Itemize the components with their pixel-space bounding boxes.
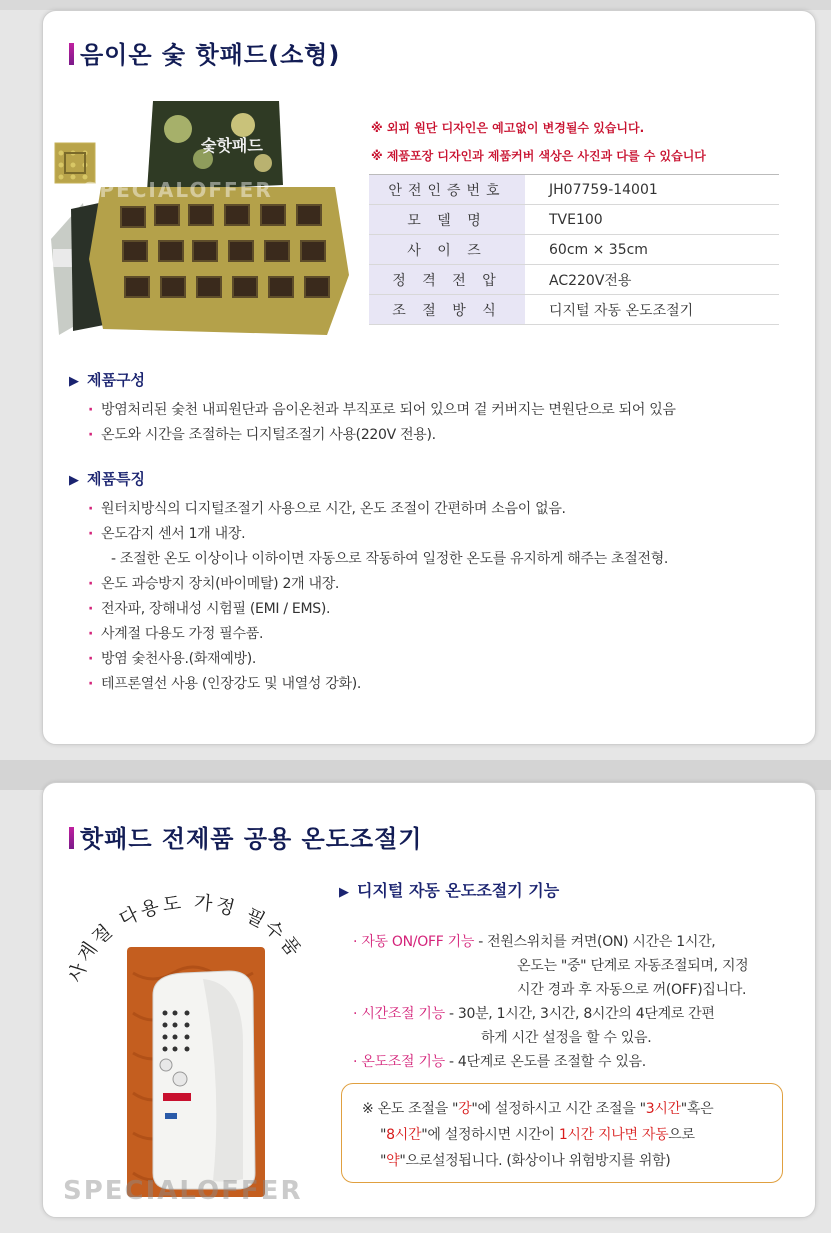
list-item: · 방염 숯천사용.(화재예방).: [88, 651, 257, 667]
title-bar-icon: [69, 827, 74, 849]
list-item: · 방염처리된 숯천 내피원단과 음이온천과 부직포로 되어 있으며 겉 커버지는 면원단으로 되어 있음: [88, 402, 676, 418]
composition-heading: ▶ 제품구성: [69, 371, 145, 389]
note-box: [341, 1083, 783, 1183]
bullet-icon: ·: [353, 934, 358, 950]
table-row: [369, 295, 779, 325]
list-subitem: - 조절한 온도 이상이나 이하이면 자동으로 작동하여 일정한 온도를 유지하게 해주는 초절전형.: [111, 551, 669, 567]
spec-key: 조 절 방 식: [369, 295, 525, 325]
spec-value: 디지털 자동 온도조절기: [525, 295, 779, 325]
bullet-icon: ·: [353, 1054, 358, 1070]
spec-value: 60cm × 35cm: [525, 235, 779, 265]
bullet-icon: ·: [88, 526, 94, 542]
function-heading: ▶ 디지털 자동 온도조절기 기능: [339, 881, 560, 900]
spec-table: [369, 174, 779, 325]
product-image: [43, 99, 359, 339]
section-title: 음이온 숯 핫패드(소형): [69, 35, 340, 70]
function-line: 온도는 "중" 단계로 자동조절되며, 지정: [517, 958, 749, 974]
spec-value: AC220V전용: [525, 265, 779, 295]
function-item: · 자동 ON/OFF 기능 - 전원스위치를 켜면(ON) 시간은 1시간,: [353, 934, 716, 950]
spec-value: JH07759-14001: [525, 175, 779, 205]
list-item: · 온도감지 센서 1개 내장.: [88, 526, 246, 542]
spec-key: 사 이 즈: [369, 235, 525, 265]
triangle-icon: ▶: [339, 885, 349, 900]
note-line-3: "약"으로설정됩니다. (화상이나 위험방지를 위함): [380, 1153, 671, 1169]
table-row: [369, 265, 779, 295]
bullet-icon: ·: [88, 676, 94, 692]
bullet-icon: ·: [88, 501, 94, 517]
triangle-icon: ▶: [69, 374, 79, 389]
bullet-icon: ·: [88, 576, 94, 592]
section-title: 핫패드 전제품 공용 온도조절기: [69, 819, 422, 854]
watermark: SPECIALOFFER: [63, 1176, 303, 1203]
features-heading: ▶ 제품특징: [69, 470, 145, 488]
bullet-icon: ·: [88, 427, 94, 443]
list-item: · 테프론열선 사용 (인장강도 및 내열성 강화).: [88, 676, 362, 692]
bullet-icon: ·: [88, 402, 94, 418]
list-item: · 온도와 시간을 조절하는 디지털조절기 사용(220V 전용).: [88, 427, 436, 443]
function-item: · 시간조절 기능 - 30분, 1시간, 3시간, 8시간의 4단계로 간편: [353, 1006, 715, 1022]
top-gray-band: [0, 0, 831, 10]
spec-key: 안전인증번호: [369, 175, 525, 205]
spec-key: 정 격 전 압: [369, 265, 525, 295]
list-item: · 사계절 다용도 가정 필수품.: [88, 626, 264, 642]
table-row: [369, 175, 779, 205]
list-item: · 온도 과승방지 장치(바이메탈) 2개 내장.: [88, 576, 340, 592]
list-item: · 전자파, 장해내성 시험필 (EMI / EMS).: [88, 601, 331, 617]
function-line: 시간 경과 후 자동으로 꺼(OFF)집니다.: [517, 982, 747, 998]
notice-line-2: ※ 제품포장 디자인과 제품커버 색상은 사진과 다를 수 있습니다: [371, 149, 706, 163]
spec-value: TVE100: [525, 205, 779, 235]
triangle-icon: ▶: [69, 473, 79, 488]
bullet-icon: ·: [88, 626, 94, 642]
note-line-1: ※ 온도 조절을 "강"에 설정하시고 시간 조절을 "3시간"혹은: [362, 1101, 714, 1117]
function-line: 하게 시간 설정을 할 수 있음.: [481, 1030, 652, 1046]
bullet-icon: ·: [88, 651, 94, 667]
spec-key: 모 델 명: [369, 205, 525, 235]
bullet-icon: ·: [88, 601, 94, 617]
watermark: SPECIALOFFER: [83, 178, 273, 202]
list-item: · 원터치방식의 디지털조절기 사용으로 시간, 온도 조절이 간편하며 소음이 없음.: [88, 501, 566, 517]
function-label: 온도조절 기능: [361, 1054, 445, 1070]
controller-image: [53, 883, 343, 1203]
package-label: 숯핫패드: [201, 136, 263, 155]
table-row: [369, 205, 779, 235]
controller-card: [42, 782, 816, 1218]
table-row: [369, 235, 779, 265]
note-line-2: "8시간"에 설정하시면 시간이 1시간 지나면 자동으로: [380, 1127, 695, 1143]
function-item: · 온도조절 기능 - 4단계로 온도를 조절할 수 있음.: [353, 1054, 646, 1070]
function-label: 자동 ON/OFF 기능: [361, 934, 475, 950]
arc-text: 사계절 다용도 가정 필수품: [64, 891, 307, 986]
bullet-icon: ·: [353, 1006, 358, 1022]
product-card: [42, 10, 816, 745]
title-bar-icon: [69, 43, 74, 65]
notice-line-1: ※ 외피 원단 디자인은 예고없이 변경될수 있습니다.: [371, 121, 645, 135]
function-label: 시간조절 기능: [361, 1006, 445, 1022]
